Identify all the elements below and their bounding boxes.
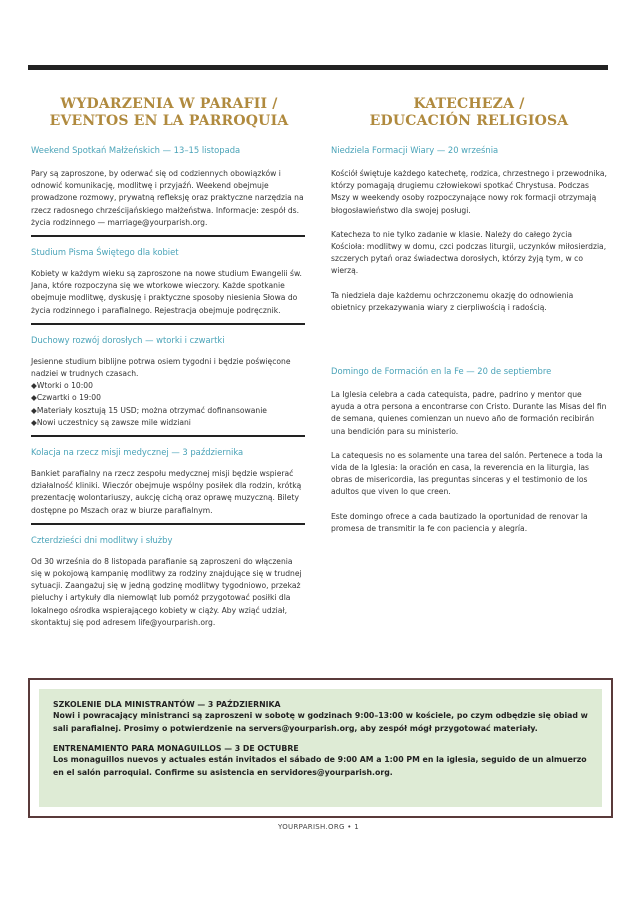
event-medical-mission-dinner — [31, 447, 305, 517]
section-heading: Kolacja na rzecz misji medycznej — 3 października — [31, 447, 244, 458]
section-heading: Weekend Spotkań Małżeńskich — 13–15 listopada — [31, 145, 241, 155]
event-forty-days — [31, 535, 305, 629]
events-column-title: WYDARZENIA W PARAFII / EVENTOS EN LA PARROQUIA — [49, 96, 289, 129]
section-body: Bankiet parafialny na rzecz zespołu medycznej misji będzie wspierać działalność kliniki. Wieczór obejmuje wspólny posiłek dla rodzin, krótką prezentację wolontariuszy, aukcję cichą oraz oprawę muzyczną. Bilety dostępne po Mszach oraz w biurze parafialnym. — [31, 469, 302, 515]
catechesis-column-title: KATECHEZA / EDUCACIÓN RELIGIOSA — [369, 96, 569, 129]
section-heading: Domingo de Formación en la Fe — 20 de septiembre — [331, 366, 552, 377]
notice-heading-pl: SZKOLENIE DLA MINISTRANTÓW — 3 PAŹDZIERNIKA — [53, 700, 281, 709]
list-item: ◆ Czwartki o 19:00 — [31, 392, 305, 404]
section-heading: Duchowy rozwój dorosłych — wtorki i czwartki — [31, 334, 225, 345]
section-heading: Czterdzieści dni modlitwy i służby — [31, 534, 173, 545]
notice-panel — [39, 689, 602, 807]
section-body: Pary są zaproszone, by oderwać się od codziennych obowiązków i odnowić komunikację, modlitwę i przyjaźń. Weekend obejmuje prowadzone rozmowy, prywatną refleksję oraz praktyczne narzędzia na rzecz radosnego chrześcijańskiego małżeństwa. Informacje: zespół ds. życia rodzinnego — marriage@yourparish.org. — [31, 169, 304, 227]
notice-body-pl: Nowi i powracający ministranci są zaproszeni w sobotę w godzinach 9:00–13:00 w kościele, po czym odbędzie się obiad w sali parafialnej. Prosimy o potwierdzenie na servers@yourparish.org, aby zespół mógł przygotować materiały. — [53, 711, 588, 733]
section-body: La Iglesia celebra a cada catequista, padre, padrino y mentor que ayuda a otra persona a encontrarse con Cristo. Durante las Misas del fin de semana, quienes comienzan un nuevo año de formación recibirán una bendición para su ministerio. La catequesis no es solamente una tarea del salón. Pertenece a toda la vida de la Iglesia: la oración en casa, la reverencia en la liturgia, las obras de misericordia, las preguntas sinceras y el testimonio de los adultos que viven lo que creen. Este domingo ofrece a cada bautizado la oportunidad de renovar la promesa de transmitir la fe con paciencia y alegría. — [331, 390, 607, 533]
section-body: Kościół świętuje każdego katechetę, rodzica, chrzestnego i przewodnika, którzy pomagają drugiemu człowiekowi spotkać Chrystusa. Podczas Mszy w weekendy osoby rozpoczynające nowy rok formacji otrzymają błogosławieństwo dla swojej posługi. Katecheza to nie tylko zadanie w klasie. Należy do całego życia Kościoła: modlitwy w domu, czci podczas liturgii, uczynków miłosierdzia, szczerych pytań oraz świadectwa dorosłych, którzy żyją tym, w co wierzą. Ta niedziela daje każdemu ochrzczonemu okazję do odnowienia obietnicy przekazywania wiary z cierpliwością i radością. — [331, 169, 607, 312]
notice-heading-es: ENTRENAMIENTO PARA MONAGUILLOS — 3 DE OCTUBRE — [53, 744, 299, 754]
section-heading: Studium Pisma Świętego dla kobiet — [31, 247, 179, 258]
event-marriage-weekend — [31, 145, 305, 229]
section-divider — [31, 523, 305, 525]
section-heading: Niedziela Formacji Wiary — 20 września — [331, 145, 499, 155]
altar-server-notice-box — [28, 678, 613, 818]
page-footer: YOURPARISH.ORG • 1 — [278, 823, 359, 831]
section-divider — [31, 323, 305, 325]
list-item: ◆ Materiały kosztują 15 USD; można otrzymać dofinansowanie — [31, 405, 305, 417]
events-column — [31, 96, 305, 629]
section-body: Od 30 września do 8 listopada parafianie są zaproszeni do włączenia się w pokojową kampanię modlitwy za rodziny znajdujące się w trudnej sytuacji. Zaangażuj się w jedną godzinę modlitwy tygodniowo, przekaż pieluchy i artykuły dla niemowląt lub pomóż przygotować posiłki dla lokalnego ośrodka wspierającego kobiety w ciąży. Aby wziąć udział, skontaktuj się pod adresem life@yourparish.org. — [31, 556, 302, 627]
notice-body-es: Los monaguillos nuevos y actuales están invitados el sábado de 9:00 AM a 1:00 PM en la iglesia, seguido de un almuerzo en el salón parroquial. Confirme su asistencia en servidores@yourparish.org. — [53, 755, 587, 777]
list-item: ◆ Nowi uczestnicy są zawsze mile widziani — [31, 417, 305, 429]
section-body: Jesienne studium biblijne potrwa osiem tygodni i będzie poświęcone nadziei w trudnych czasach. ◆ Wtorki o 10:00 ◆ Czwartki o 19:00 ◆ Materiały kosztują 15 USD; można otrzymać dofinansowanie ◆ Nowi uczestnicy są zawsze mile widziani — [31, 356, 305, 429]
list-item: ◆ Wtorki o 10:00 — [31, 380, 305, 392]
section-divider — [31, 435, 305, 437]
event-adult-spiritual-growth — [31, 335, 305, 429]
section-divider — [31, 235, 305, 237]
top-rule — [28, 65, 608, 70]
catechesis-sunday-es — [331, 366, 607, 535]
catechesis-sunday-pl — [331, 145, 607, 314]
section-body: Kobiety w każdym wieku są zaproszone na nowe studium Ewangelii św. Jana, które rozpoczyna się we wtorkowe wieczory. Każde spotkanie obejmuje modlitwę, dyskusję i praktyczne sposoby niesienia Słowa do życia rodzinnego i parafialnego. Rejestracja obejmuje podręcznik. — [31, 269, 302, 315]
catechesis-column — [331, 96, 607, 535]
event-womens-bible-study — [31, 247, 305, 317]
